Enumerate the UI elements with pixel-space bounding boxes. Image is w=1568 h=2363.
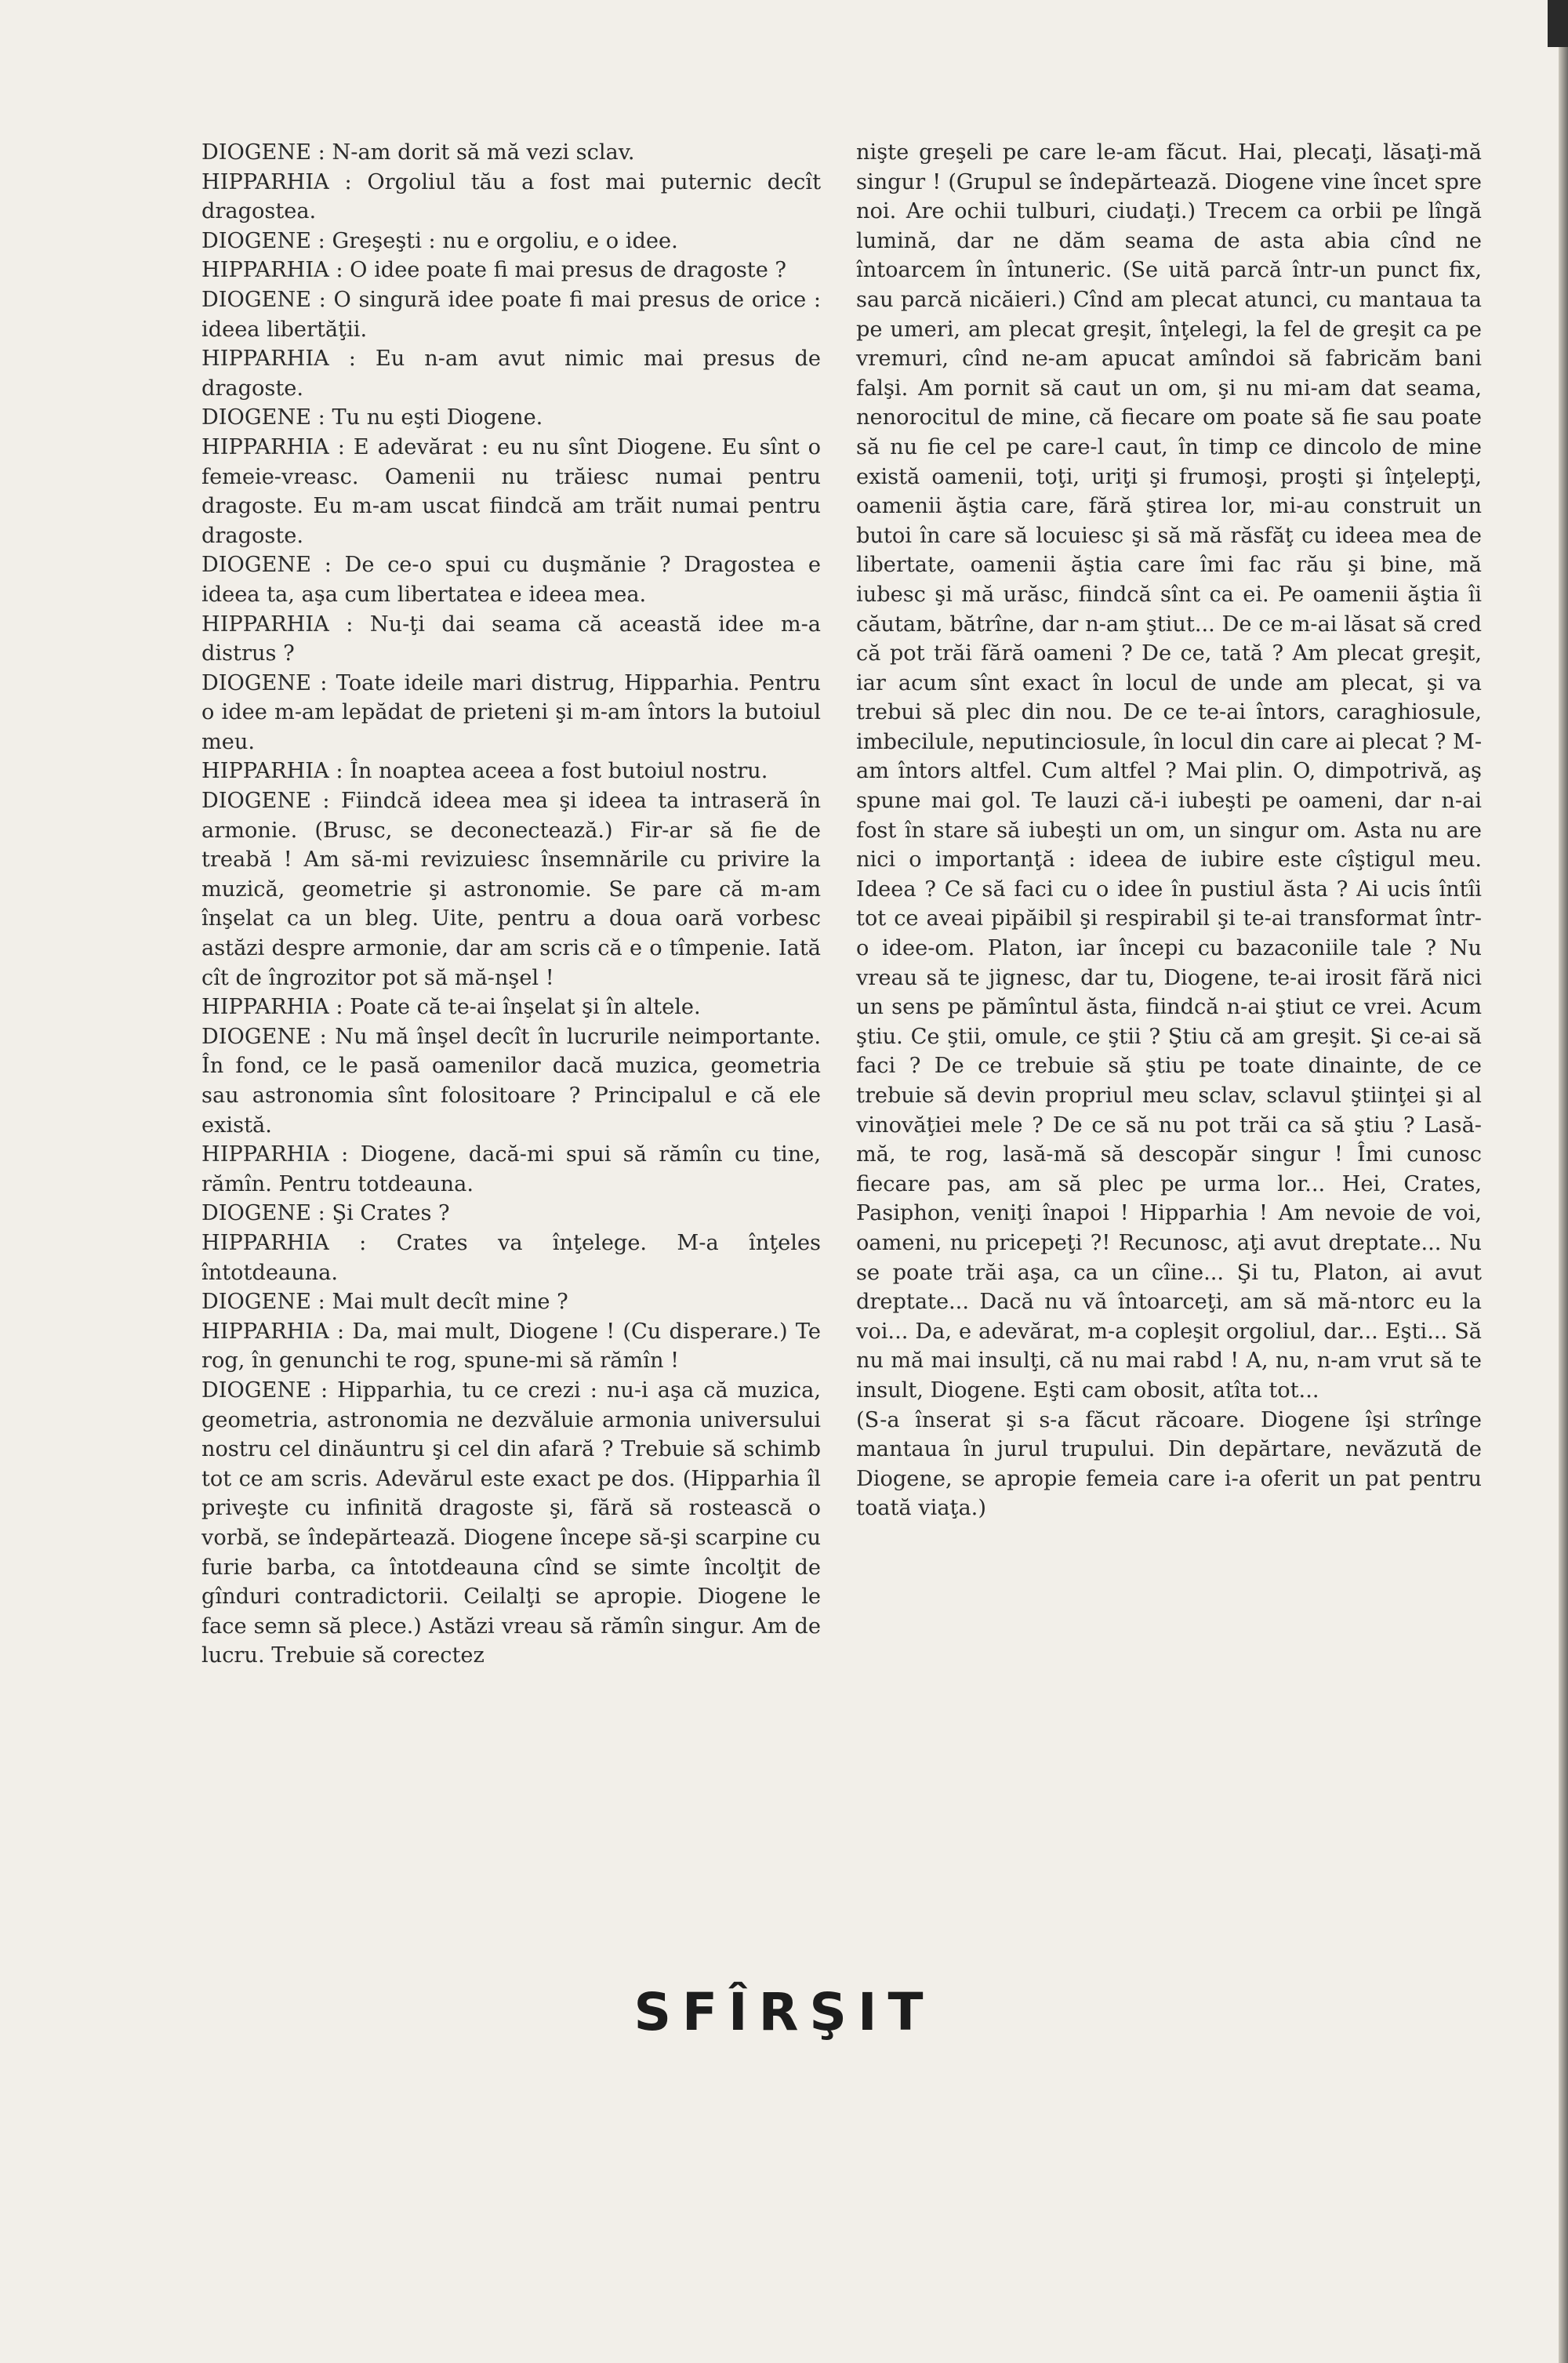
dialogue-paragraph: DIOGENE : Hipparhia, tu ce crezi : nu-i aşa că muzica, geometria, astronomia ne dezvăluie armonia universului nostru cel dinăuntru şi cel din afară ? Trebuie să schimb tot ce am scris. Adevărul este exact pe dos. (Hipparhia îl priveşte cu infinită dragoste şi, fără să rostească o vorbă, se îndepărtează. Diogene începe să-şi scarpine cu furie barba, ca întotdeauna cînd se simte încolţit de gînduri contradictorii. Ceilalţi se apropie. Diogene le face semn să plece.) Astăzi vreau să rămîn singur. Am de lucru. Trebuie să corectez xyxy=(201,1378,821,1668)
dialogue-paragraph: DIOGENE : Nu mă înşel decît în lucrurile neimportante. În fond, ce le pasă oamenilor dacă muzica, geometria sau astronomia sînt folositoare ? Principalul e că ele există. xyxy=(201,1024,821,1138)
dialogue-paragraph: HIPPARHIA : Orgoliul tău a fost mai puternic decît dragostea. xyxy=(201,169,821,224)
dialogue-paragraph: DIOGENE : N-am dorit să mă vezi sclav. xyxy=(201,140,635,165)
dialogue-paragraph: HIPPARHIA : Eu n-am avut nimic mai presus de dragoste. xyxy=(201,347,821,401)
dialogue-paragraph: DIOGENE : Greşeşti : nu e orgoliu, e o idee. xyxy=(201,228,678,253)
dialogue-paragraph: HIPPARHIA : O idee poate fi mai presus de dragoste ? xyxy=(201,258,787,283)
stage-direction-paragraph: (S-a înserat şi s-a făcut răcoare. Diogene îşi strînge mantaua în jurul trupului. Din depărtare, nevăzută de Diogene, se apropie femeia care i-a oferit un pat pentru toată viaţa.) xyxy=(856,1407,1482,1521)
dialogue-paragraph: DIOGENE : De ce-o spui cu duşmănie ? Dragostea e ideea ta, aşa cum libertatea e ideea mea. xyxy=(201,553,821,607)
dialogue-paragraph: HIPPARHIA : În noaptea aceea a fost butoiul nostru. xyxy=(201,759,768,784)
dialogue-paragraph: HIPPARHIA : Crates va înţelege. M-a înţeles întotdeauna. xyxy=(201,1230,821,1285)
dialogue-paragraph: DIOGENE : O singură idee poate fi mai presus de orice : ideea libertăţii. xyxy=(201,287,821,342)
dialogue-paragraph: DIOGENE : Fiindcă ideea mea şi ideea ta intraseră în armonie. (Brusc, se deconectează.) Fir-ar să fie de treabă ! Am să-mi revizuiesc însemnările cu privire la muzică, geometrie şi astronomie. Se pare că m-am înşelat ca un bleg. Uite, pentru a doua oară vorbesc astăzi despre armonie, dar am scris că e o tîmpenie. Iată cît de îngrozitor pot să mă-nşel ! xyxy=(201,789,821,990)
dialogue-paragraph: DIOGENE : Mai mult decît mine ? xyxy=(201,1290,568,1315)
dialogue-paragraph: HIPPARHIA : Poate că te-ai înşelat şi în altele. xyxy=(201,995,701,1020)
dialogue-paragraph: HIPPARHIA : Diogene, dacă-mi spui să rămîn cu tine, rămîn. Pentru totdeauna. xyxy=(201,1142,821,1196)
page-corner-mark xyxy=(1548,0,1568,47)
left-text-column xyxy=(201,138,821,1671)
dialogue-paragraph: HIPPARHIA : E adevărat : eu nu sînt Diogene. Eu sînt o femeie-vreasc. Oamenii nu trăiesc numai pentru dragoste. Eu m-am uscat fiindcă am trăit numai pentru dragoste. xyxy=(201,434,821,548)
dialogue-paragraph: HIPPARHIA : Nu-ţi dai seama că această idee m-a distrus ? xyxy=(201,612,821,666)
dialogue-paragraph: DIOGENE : Toate ideile mari distrug, Hipparhia. Pentru o idee m-am lepădat de prieteni şi m-am întors la butoiul meu. xyxy=(201,670,821,754)
dialogue-paragraph: DIOGENE : Tu nu eşti Diogene. xyxy=(201,405,543,430)
dialogue-paragraph: DIOGENE : Şi Crates ? xyxy=(201,1201,450,1226)
right-text-column xyxy=(856,138,1482,1523)
dialogue-paragraph: HIPPARHIA : Da, mai mult, Diogene ! (Cu disperare.) Te rog, în genunchi te rog, spune-mi să rămîn ! xyxy=(201,1319,821,1374)
ending-title: SFÎRŞIT xyxy=(633,1982,935,2042)
monologue-paragraph: nişte greşeli pe care le-am făcut. Hai, plecaţi, lăsaţi-mă singur ! (Grupul se îndepărtează. Diogene vine încet spre noi. Are ochii tulburi, ciudaţi.) Trecem ca orbii pe lîngă lumină, dar ne dăm seama de asta abia cînd ne întoarcem în întuneric. (Se uită parcă într-un punct fix, sau parcă nicăieri.) Cînd am plecat atunci, cu mantaua ta pe umeri, am plecat greşit, înţelegi, la fel de greşit ca pe vremuri, cînd ne-am apucat amîndoi să fabricăm bani falşi. Am pornit să caut un om, şi nu mi-am dat seama, nenorocitul de mine, că fiecare om poate să fie sau poate să nu fie cel pe care-l caut, în timp ce dincolo de mine există oamenii, toţi, uriţi şi frumoşi, proşti şi înţelepţi, oamenii ăştia care, fără ştirea lor, mi-au construit un butoi în care să locuiesc şi să mă răsfăţ cu ideea mea de libertate, oamenii ăştia care îmi fac rău şi bine, mă iubesc şi mă urăsc, fiindcă sînt ca ei. Pe oamenii ăştia îi căutam, bătrîne, dar n-am ştiut... De ce m-ai lăsat să cred că pot trăi fără oameni ? De ce, tată ? Am plecat greşit, iar acum sînt exact în locul de unde am plecat, şi va trebui să plec din nou. De ce te-ai întors, caraghiosule, imbecilule, neputinciosule, în locul din care ai plecat ? M-am întors altfel. Cum altfel ? Mai plin. O, dimpotrivă, aş spune mai gol. Te lauzi că-i iubeşti pe oameni, dar n-ai fost în stare să iubeşti un om, un singur om. Asta nu are nici o importanţă : ideea de iubire este cîştigul meu. Ideea ? Ce să faci cu o idee în pustiul ăsta ? Ai ucis întîi tot ce aveai pipăibil şi respirabil şi te-ai transformat într-o idee-om. Platon, iar începi cu bazaconiile tale ? Nu vreau să te jignesc, dar tu, Diogene, te-ai irosit fără nici un sens pe pămîntul ăsta, fiindcă n-ai ştiut ce vrei. Acum ştiu. Ce ştii, omule, ce ştii ? Ştiu că am greşit. Şi ce-ai să faci ? De ce trebuie să ştiu pe toate dinainte, de ce trebuie să devin propriul meu sclav, sclavul ştiinţei şi al vinovăţiei mele ? De ce să nu pot trăi ca să ştiu ? Lasă-mă, te rog, lasă-mă să descopăr singur ! Îmi cunosc fiecare pas, am să plec pe urma lor... Hei, Crates, Pasiphon, veniţi înapoi ! Hipparhia ! Am nevoie de voi, oameni, nu pricepeţi ?! Recunosc, aţi avut dreptate... Nu se poate trăi aşa, ca un cîine... Şi tu, Platon, ai avut dreptate... Dacă nu vă întoarceţi, am să mă-ntorc eu la voi... Da, e adevărat, m-a copleşit orgoliul, dar... Eşti... Să nu mă mai insulţi, că nu mai rabd ! A, nu, n-am vrut să te insult, Diogene. Eşti cam obosit, atîta tot... xyxy=(856,140,1483,1403)
